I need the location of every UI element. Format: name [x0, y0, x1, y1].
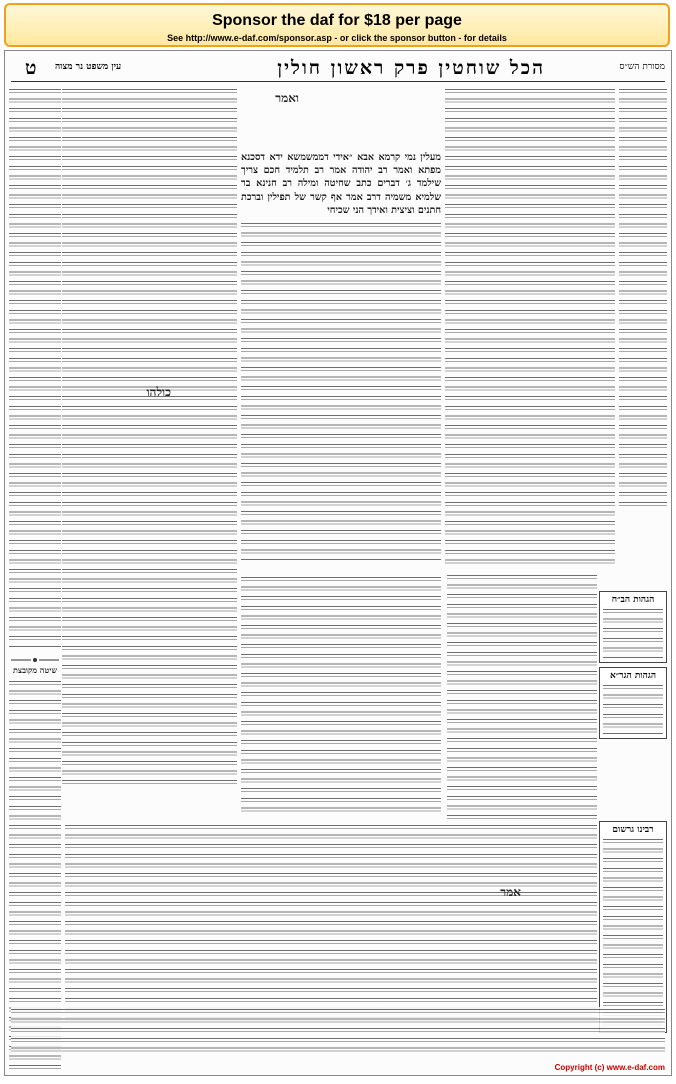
divider	[9, 657, 61, 663]
sponsor-title: Sponsor the daf for $18 per page	[212, 12, 462, 29]
left-margin-label: עין משפט נר מצוה	[55, 62, 122, 72]
hagahot-gra-box	[599, 667, 667, 739]
header-rule	[11, 81, 665, 82]
footnotes	[11, 1007, 665, 1055]
page-header	[11, 57, 665, 79]
gemara-lower-lines	[241, 575, 441, 815]
page-title: הכל שוחטין פרק ראשון חולין	[277, 57, 545, 79]
rabbeinu-gershom-heading: רבינו גרשום	[612, 825, 654, 835]
right-margin-label: מסורת הש״ס	[619, 62, 665, 72]
sponsor-subtitle: See http://www.e-daf.com/sponsor.asp - or click the sponsor button - for details	[167, 33, 507, 43]
hagahot-bach-box	[599, 591, 667, 663]
hagahot-bach-heading: הגהות הב״ח	[611, 595, 655, 605]
rashi-lower-column	[447, 573, 597, 821]
masoret-column	[619, 87, 667, 507]
tosafot-heading: כולהו	[146, 385, 171, 397]
gemara-text: מעלין נמי קרמא אבא ״אידי דממשמשא ידא דסכנא מפתא ואמר רב יהודה אמר רב תלמיד חכם צריך שילמד ג׳ דברים כתב שחיטה ומילה רב חנינא בר שלמיא משמיה דרב אמר אף קשר של תפילין וברכת חתנים וציצית ואידך הני שכיחי	[241, 152, 441, 216]
tosafot-column	[62, 87, 237, 787]
lower-commentary-heading: אמר	[500, 885, 521, 899]
sponsor-banner[interactable]	[4, 3, 670, 47]
shitah-heading: שיטה מקובצת	[13, 665, 57, 675]
hagahot-gra-heading: הגהות הגר״א	[609, 671, 656, 681]
talmud-page	[4, 50, 672, 1076]
ein-mishpat-column	[9, 87, 61, 647]
rabbeinu-gershom-box	[599, 821, 667, 1033]
page-number: ט	[25, 57, 37, 79]
lower-commentary	[65, 823, 597, 1023]
gemara-main	[241, 151, 441, 571]
gemara-opening-word: ואמר	[275, 91, 299, 105]
rashi-column	[445, 87, 615, 567]
gemara-lines	[241, 221, 441, 561]
copyright[interactable]: Copyright (c) www.e-daf.com	[554, 1063, 665, 1072]
